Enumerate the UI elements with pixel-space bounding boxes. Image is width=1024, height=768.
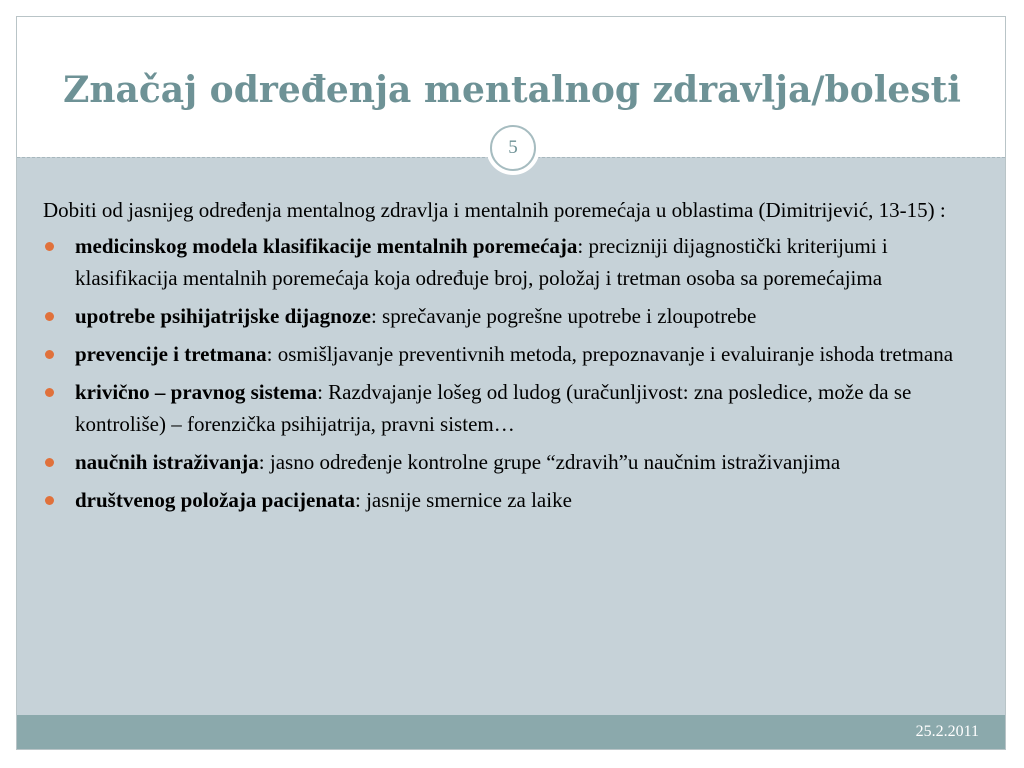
bullet-icon xyxy=(45,350,54,359)
intro-text: Dobiti od jasnijeg određenja mentalnog zdravlja i mentalnih poremećaja u oblastima (Dimitrijević, 13-15) : xyxy=(43,198,946,222)
bullet-icon xyxy=(45,496,54,505)
slide-body xyxy=(43,194,983,522)
list-item xyxy=(43,338,983,370)
bullet-icon xyxy=(45,458,54,467)
list-item xyxy=(43,376,983,440)
bullet-icon xyxy=(45,388,54,397)
item-term: naučnih istraživanja xyxy=(75,450,259,474)
item-term: društvenog položaja pacijenata xyxy=(75,488,355,512)
slide-date: 25.2.2011 xyxy=(915,723,979,740)
footer-bar xyxy=(17,715,1005,750)
item-description: : precizniji dijagnostički kriterijumi i klasifikacija mentalnih poremećaja koja određuje broj, položaj i tretman osoba sa poremećajima xyxy=(75,234,888,290)
bullet-icon xyxy=(45,242,54,251)
slide-content xyxy=(17,157,1005,718)
item-description: : jasno određenje kontrolne grupe “zdravih”u naučnim istraživanjima xyxy=(258,450,841,474)
item-term: medicinskog modela klasifikacije mentalnih poremećaja xyxy=(75,234,578,258)
item-term: krivično – pravnog sistema xyxy=(75,380,318,404)
list-item xyxy=(43,484,983,516)
item-term: upotrebe psihijatrijske dijagnoze xyxy=(75,304,371,328)
list-item xyxy=(43,300,983,332)
item-description: : sprečavanje pogrešne upotrebe i zloupotrebe xyxy=(370,304,757,328)
slide-title: Značaj određenja mentalnog zdravlja/bolesti xyxy=(63,69,961,111)
slide-number-badge: 5 xyxy=(490,125,536,171)
bullet-icon xyxy=(45,312,54,321)
item-description: : Razdvajanje lošeg od ludog (uračunljivost: zna posledice, može da se kontroliše) – forenzička psihijatrija, pravni sistem… xyxy=(75,380,912,436)
slide-frame xyxy=(16,16,1006,750)
bullet-list xyxy=(43,230,983,516)
list-item xyxy=(43,446,983,478)
item-description: : jasnije smernice za laike xyxy=(355,488,572,512)
list-item xyxy=(43,230,983,294)
item-term: prevencije i tretmana xyxy=(75,342,267,366)
item-description: : osmišljavanje preventivnih metoda, prepoznavanje i evaluiranje ishoda tretmana xyxy=(266,342,954,366)
